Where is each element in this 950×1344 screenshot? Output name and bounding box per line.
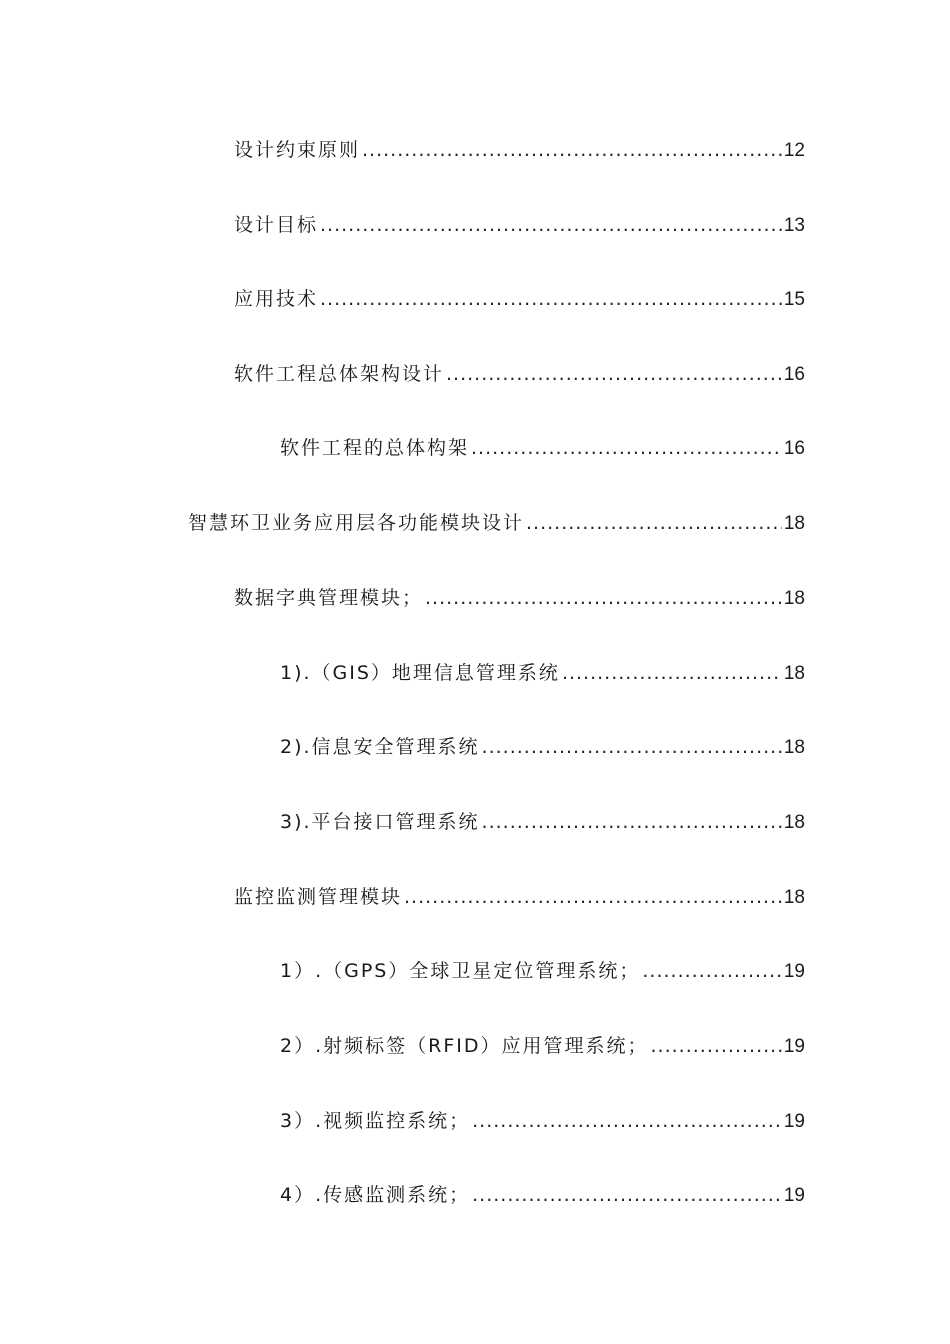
toc-leader-dots (651, 1032, 782, 1060)
toc-page-number: 19 (783, 961, 805, 982)
toc-leader-dots (425, 584, 782, 612)
toc-entry-label: 软件工程总体架构设计 (234, 363, 445, 385)
toc-entry[interactable] (234, 883, 805, 911)
toc-entry[interactable] (280, 1032, 805, 1060)
toc-entry[interactable] (280, 733, 805, 761)
toc-leader-dots (472, 1181, 782, 1209)
toc-entry[interactable] (234, 136, 805, 164)
toc-page-number: 18 (783, 812, 805, 833)
toc-leader-dots (526, 509, 782, 537)
toc-entry-label: 2).信息安全管理系统 (280, 736, 480, 758)
toc-page-number: 18 (783, 588, 805, 609)
toc-entry-label: 1）.（GPS）全球卫星定位管理系统； (280, 960, 641, 982)
toc-page-number: 19 (783, 1036, 805, 1057)
toc-entry[interactable] (234, 360, 805, 388)
toc-entry-label: 1).（GIS）地理信息管理系统 (280, 662, 560, 684)
toc-entry-label: 3）.视频监控系统； (280, 1110, 471, 1132)
toc-page-number: 19 (783, 1185, 805, 1206)
toc-entry[interactable] (280, 659, 805, 687)
toc-entry-label: 智慧环卫业务应用层各功能模块设计 (188, 512, 525, 534)
toc-leader-dots (446, 360, 782, 388)
toc-page-number: 13 (783, 215, 805, 236)
toc-leader-dots (320, 285, 782, 313)
toc-entry[interactable] (234, 211, 805, 239)
toc-entry[interactable] (234, 584, 805, 612)
toc-page-number: 18 (783, 737, 805, 758)
toc-leader-dots (482, 733, 782, 761)
toc-leader-dots (471, 434, 782, 462)
toc-leader-dots (482, 808, 782, 836)
toc-entry-label: 监控监测管理模块 (234, 886, 403, 908)
toc-entry-label: 数据字典管理模块； (234, 587, 424, 609)
toc-leader-dots (404, 883, 782, 911)
toc-page-number: 12 (783, 140, 805, 161)
toc-entry-label: 软件工程的总体构架 (280, 437, 470, 459)
toc-page-number: 15 (783, 289, 805, 310)
toc-page-number: 18 (783, 663, 805, 684)
toc-leader-dots (320, 211, 782, 239)
toc-leader-dots (362, 136, 782, 164)
toc-page-number: 18 (783, 513, 805, 534)
toc-entry-label: 应用技术 (234, 288, 319, 310)
toc-entry[interactable] (280, 957, 805, 985)
toc-entry-label: 3).平台接口管理系统 (280, 811, 480, 833)
toc-entry[interactable] (280, 1181, 805, 1209)
toc-leader-dots (562, 659, 782, 687)
toc-leader-dots (642, 957, 781, 985)
toc-page-number: 16 (783, 364, 805, 385)
toc-page-number: 18 (783, 887, 805, 908)
toc-page-number: 16 (783, 438, 805, 459)
toc-entry-label: 2）.射频标签（RFID）应用管理系统； (280, 1035, 649, 1057)
toc-entry[interactable] (234, 285, 805, 313)
toc-entry[interactable] (188, 509, 805, 537)
toc-entry[interactable] (280, 434, 805, 462)
toc-entry[interactable] (280, 808, 805, 836)
toc-entry-label: 4）.传感监测系统； (280, 1184, 471, 1206)
toc-leader-dots (472, 1107, 782, 1135)
toc-entry-label: 设计目标 (234, 214, 319, 236)
toc-page-number: 19 (783, 1111, 805, 1132)
toc-entry[interactable] (280, 1107, 805, 1135)
toc-entry-label: 设计约束原则 (234, 139, 361, 161)
